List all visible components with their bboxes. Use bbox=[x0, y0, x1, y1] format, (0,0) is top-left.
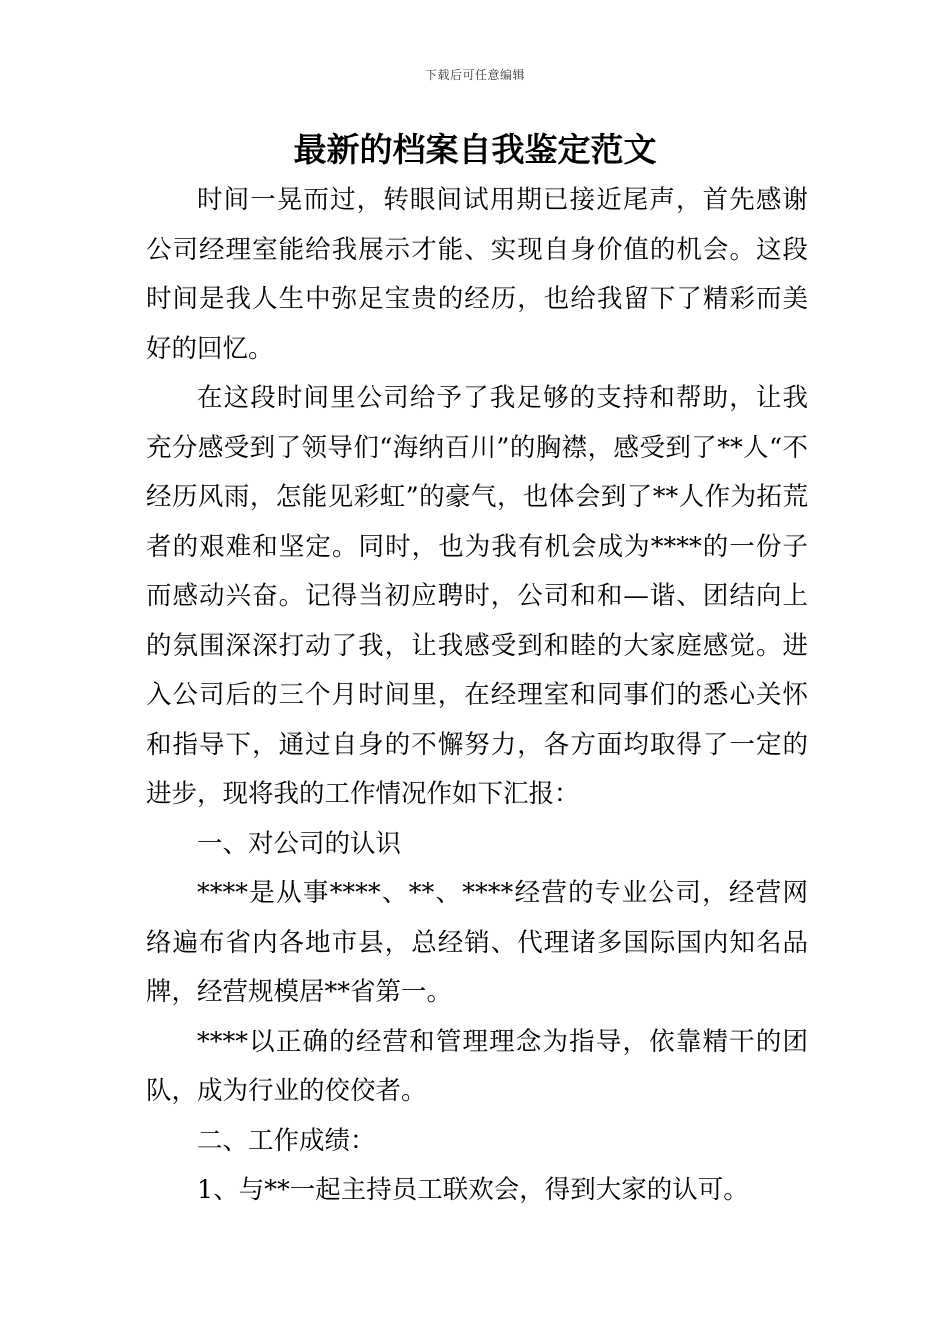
document-body bbox=[146, 176, 808, 1216]
document-title: 最新的档案自我鉴定范文 bbox=[293, 130, 657, 169]
paragraph-intro: 时间一晃而过，转眼间试用期已接近尾声，首先感谢公司经理室能给我展示才能、实现自身价值的机会。这段时间是我人生中弥足宝贵的经历，也给我留下了精彩而美好的回忆。 bbox=[146, 185, 808, 364]
section-heading-company: 一、对公司的认识 bbox=[197, 828, 402, 859]
achievement-item-1: 1、与**一起主持员工联欢会，得到大家的认可。 bbox=[197, 1175, 749, 1205]
paragraph-company-business: ****是从事****、**、****经营的专业公司，经营网络遍布省内各地市县，总经销、代理诸多国际国内知名品牌，经营规模居**省第一。 bbox=[146, 878, 808, 1007]
paragraph-support: 在这段时间里公司给予了我足够的支持和帮助，让我充分感受到了领导们“海纳百川”的胸襟，感受到了**人“不经历风雨，怎能见彩虹”的豪气，也体会到了**人作为拓荒者的艰难和坚定。同时，也为我有机会成为****的一份子而感动兴奋。记得当初应聘时，公司和和—谐、团结向上的氛围深深打动了我，让我感受到和睦的大家庭感觉。进入公司后的三个月时间里，在经理室和同事们的悉心关怀和指导下，通过自身的不懈努力，各方面均取得了一定的进步，现将我的工作情况作如下汇报： bbox=[146, 383, 808, 809]
section-heading-achievements: 二、工作成绩： bbox=[197, 1125, 376, 1156]
download-note: 下载后可任意编辑 bbox=[424, 68, 525, 82]
paragraph-company-philosophy: ****以正确的经营和管理理念为指导，依靠精干的团队，成为行业的佼佼者。 bbox=[146, 1026, 808, 1106]
